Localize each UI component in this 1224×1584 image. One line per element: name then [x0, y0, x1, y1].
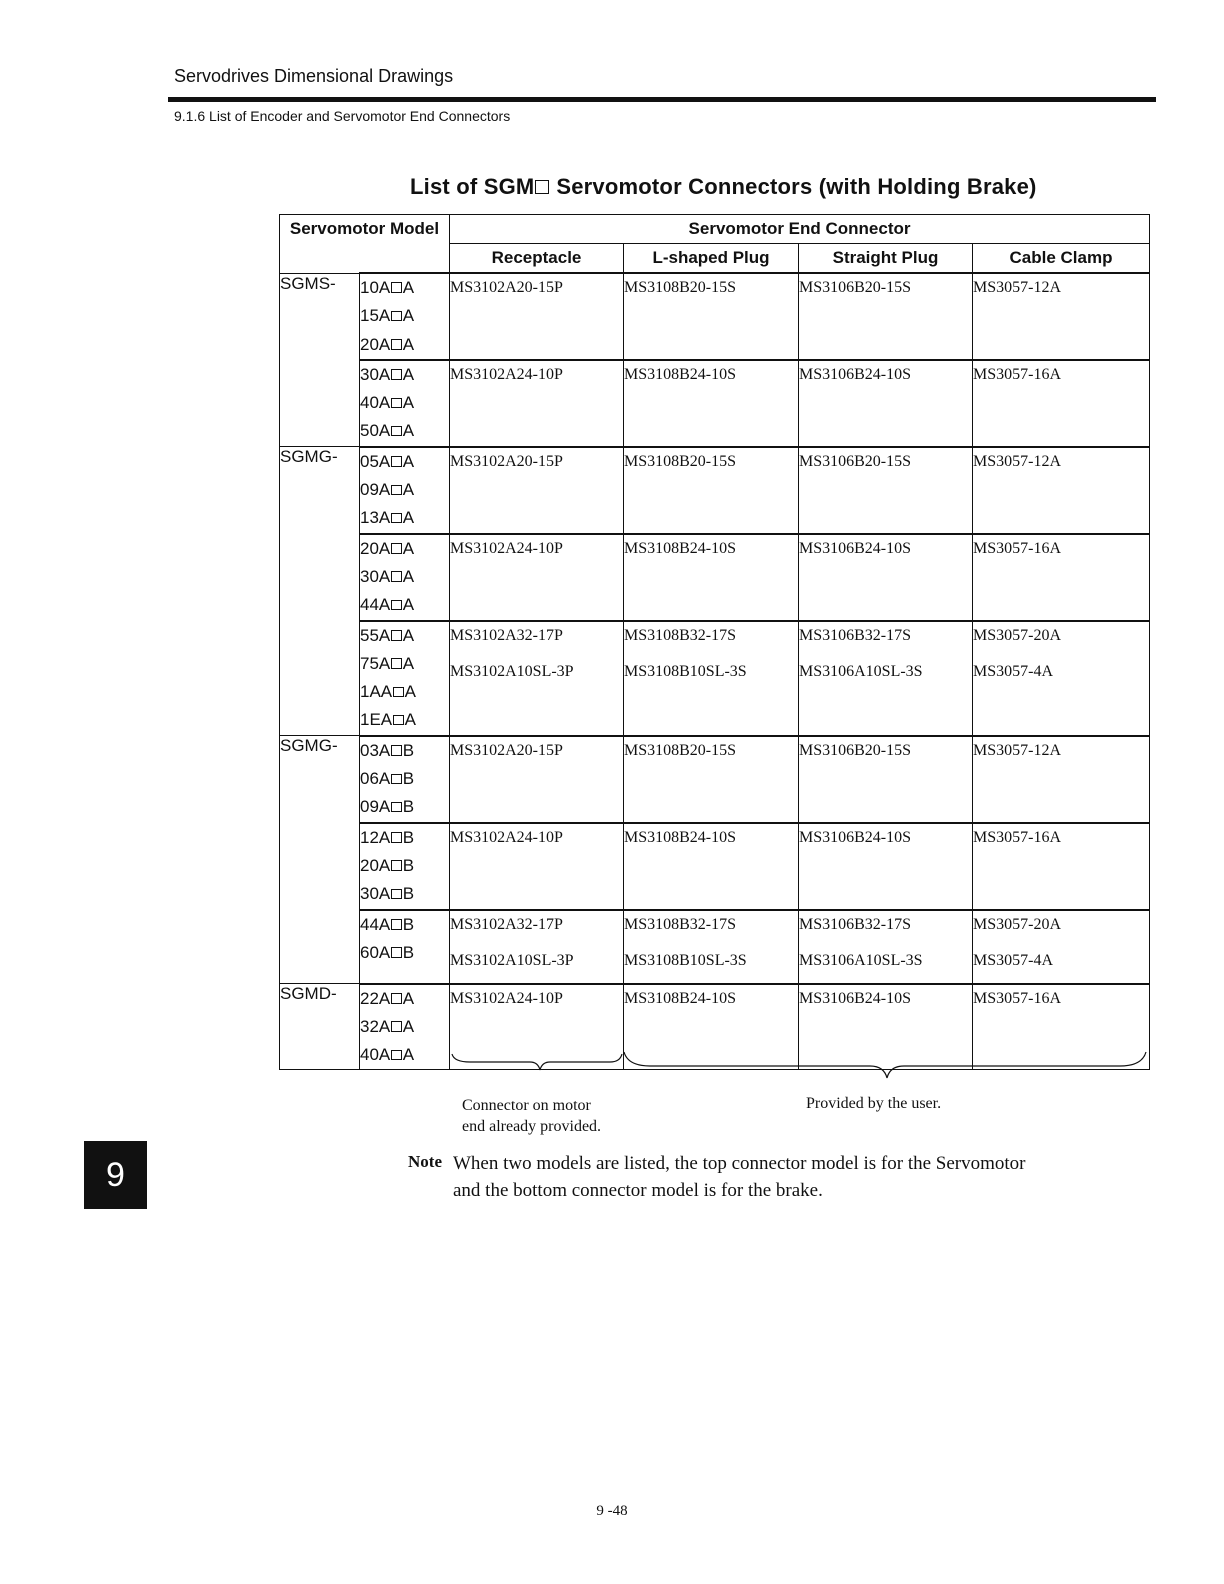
straight-plug-cell	[799, 736, 973, 823]
model-code-suffix: A	[402, 364, 415, 384]
connector-part-number: MS3102A24-10P	[450, 365, 563, 383]
table-row	[280, 736, 1150, 823]
series-cell: SGMD-	[280, 984, 360, 1070]
blank-box-icon	[391, 543, 402, 554]
model-list-cell	[360, 823, 450, 910]
connector-part-number: MS3102A10SL-3P	[450, 951, 574, 969]
l-shaped-plug-cell	[624, 736, 799, 823]
model-code-suffix: B	[402, 914, 415, 934]
blank-box-icon	[391, 513, 402, 524]
model-code-prefix: 13A	[360, 508, 391, 528]
model-code	[360, 880, 449, 908]
model-code	[360, 737, 449, 765]
model-code	[360, 274, 449, 302]
model-code-prefix: 20A	[360, 334, 391, 354]
connector-part-number: MS3108B10SL-3S	[624, 951, 747, 969]
straight-plug-cell	[799, 273, 973, 360]
blank-box-icon	[391, 658, 402, 669]
model-code	[360, 591, 449, 619]
table-row	[280, 534, 1150, 621]
connector-part-number: MS3108B24-10S	[624, 539, 737, 557]
connector-part-number: MS3057-12A	[973, 452, 1062, 470]
blank-box-icon	[391, 426, 402, 437]
cable-clamp-cell	[973, 823, 1150, 910]
model-code	[360, 678, 449, 706]
cable-clamp-cell	[973, 910, 1150, 984]
model-code	[360, 302, 449, 330]
blank-box-icon	[391, 311, 402, 322]
table-row	[280, 447, 1150, 534]
model-code	[360, 939, 449, 967]
table-row	[280, 910, 1150, 984]
receptacle-cell	[450, 621, 624, 736]
model-code	[360, 765, 449, 793]
connector-part-number: MS3106A10SL-3S	[799, 662, 923, 680]
model-code	[360, 504, 449, 532]
page-number: 9 -48	[596, 1503, 628, 1519]
model-code	[360, 622, 449, 650]
connector-part-number: MS3108B20-15S	[624, 452, 737, 470]
connector-part-number: MS3106B20-15S	[799, 741, 912, 759]
model-code	[360, 361, 449, 389]
model-code-suffix: A	[402, 451, 415, 471]
series-cell: SGMS-	[280, 273, 360, 447]
model-code-prefix: 05A	[360, 451, 391, 471]
model-code-suffix: A	[402, 393, 415, 413]
model-code-suffix: A	[402, 595, 415, 615]
table-row	[280, 823, 1150, 910]
blank-box-icon	[391, 600, 402, 611]
annotation-provided	[462, 1095, 601, 1137]
cable-clamp-cell	[973, 447, 1150, 534]
table-row	[280, 273, 1150, 360]
model-code	[360, 911, 449, 939]
table-body	[280, 273, 1150, 1070]
connector-part-number: MS3057-20A	[973, 915, 1062, 933]
connector-part-number: MS3102A24-10P	[450, 828, 563, 846]
receptacle-cell	[450, 273, 624, 360]
model-code-prefix: 22A	[360, 988, 391, 1008]
model-code-suffix: A	[402, 566, 415, 586]
model-code-suffix: B	[402, 740, 415, 760]
model-code-suffix: A	[402, 421, 415, 441]
straight-plug-cell	[799, 360, 973, 447]
header-receptacle: Receptacle	[450, 244, 624, 274]
straight-plug-cell	[799, 823, 973, 910]
l-shaped-plug-cell	[624, 360, 799, 447]
model-code	[360, 985, 449, 1013]
model-code-suffix: A	[402, 508, 415, 528]
model-code	[360, 476, 449, 504]
straight-plug-cell	[799, 910, 973, 984]
connector-part-number: MS3102A20-15P	[450, 452, 563, 470]
model-code-prefix: 32A	[360, 1016, 391, 1036]
blank-box-icon	[391, 485, 402, 496]
cable-clamp-cell	[973, 360, 1150, 447]
model-code	[360, 1013, 449, 1041]
model-code-prefix: 75A	[360, 653, 391, 673]
receptacle-cell	[450, 823, 624, 910]
annotation-user: Provided by the user.	[806, 1095, 942, 1112]
model-list-cell	[360, 534, 450, 621]
model-list-cell	[360, 910, 450, 984]
connector-part-number: MS3102A24-10P	[450, 989, 563, 1007]
blank-box-icon	[391, 919, 402, 930]
connector-part-number: MS3057-16A	[973, 539, 1062, 557]
model-code-suffix: A	[404, 710, 417, 730]
connector-part-number: MS3106B24-10S	[799, 365, 912, 383]
connector-part-number: MS3106B24-10S	[799, 828, 912, 846]
connector-part-number: MS3102A20-15P	[450, 279, 563, 296]
table-title-prefix: List of SGM	[410, 174, 535, 199]
table-title	[410, 174, 1037, 200]
blank-box-icon	[391, 456, 402, 467]
connector-part-number: MS3106B32-17S	[799, 626, 912, 644]
receptacle-cell	[450, 447, 624, 534]
model-list-cell	[360, 736, 450, 823]
model-code	[360, 448, 449, 476]
section-title: Servodrives Dimensional Drawings	[174, 66, 454, 86]
header-l-shaped-plug: L-shaped Plug	[624, 244, 799, 274]
header-end-connector: Servomotor End Connector	[450, 215, 1150, 244]
connector-part-number: MS3106B20-15S	[799, 452, 912, 470]
model-code	[360, 535, 449, 563]
annotation-provided-line1: Connector on motor	[462, 1097, 591, 1114]
model-list-cell	[360, 621, 450, 736]
model-code-prefix: 30A	[360, 364, 391, 384]
cable-clamp-cell	[973, 534, 1150, 621]
blank-box-icon	[391, 369, 402, 380]
connector-table	[279, 214, 1150, 1070]
model-code-suffix: A	[402, 988, 415, 1008]
blank-box-icon	[393, 687, 404, 698]
model-code	[360, 706, 449, 734]
connector-part-number: MS3106B24-10S	[799, 539, 912, 557]
model-code	[360, 793, 449, 821]
model-code-prefix: 30A	[360, 566, 391, 586]
model-list-cell	[360, 273, 450, 360]
model-list-cell	[360, 447, 450, 534]
blank-box-icon	[391, 282, 402, 293]
receptacle-cell	[450, 534, 624, 621]
model-code-suffix: B	[402, 855, 415, 875]
connector-part-number: MS3102A24-10P	[450, 539, 563, 557]
model-code	[360, 650, 449, 678]
l-shaped-plug-cell	[624, 273, 799, 360]
model-list-cell	[360, 360, 450, 447]
connector-part-number: MS3108B10SL-3S	[624, 662, 747, 680]
model-code-suffix: B	[402, 797, 415, 817]
blank-box-icon	[391, 802, 402, 813]
model-code-suffix: A	[404, 682, 417, 702]
l-shaped-plug-cell	[624, 621, 799, 736]
connector-part-number: MS3057-16A	[973, 365, 1062, 383]
model-code-prefix: 09A	[360, 480, 391, 500]
model-code-prefix: 60A	[360, 942, 391, 962]
connector-part-number: MS3106B32-17S	[799, 915, 912, 933]
model-code	[360, 824, 449, 852]
straight-plug-cell	[799, 447, 973, 534]
note-label: Note	[408, 1152, 442, 1171]
blank-box-icon	[391, 832, 402, 843]
l-shaped-plug-cell	[624, 447, 799, 534]
model-code-prefix: 50A	[360, 421, 391, 441]
model-code-prefix: 10A	[360, 278, 391, 297]
brace-right	[624, 1052, 1146, 1078]
cable-clamp-cell	[973, 621, 1150, 736]
blank-box-icon	[535, 180, 549, 194]
l-shaped-plug-cell	[624, 534, 799, 621]
model-code-prefix: 1AA	[360, 682, 393, 702]
annotation-provided-line2: end already provided.	[462, 1118, 602, 1135]
receptacle-cell	[450, 910, 624, 984]
blank-box-icon	[393, 715, 404, 726]
model-code	[360, 852, 449, 880]
cable-clamp-cell	[973, 736, 1150, 823]
model-code-prefix: 1EA	[360, 710, 393, 730]
model-code-suffix: A	[402, 1045, 415, 1065]
model-code-suffix: A	[402, 625, 415, 645]
connector-part-number: MS3108B24-10S	[624, 989, 737, 1007]
blank-box-icon	[391, 947, 402, 958]
model-code-suffix: A	[402, 480, 415, 500]
brace-left	[452, 1054, 622, 1070]
model-code-prefix: 20A	[360, 855, 391, 875]
note-text: When two models are listed, the top connector model is for the Servomotor and the bottom connector model is for the brake.	[453, 1153, 1026, 1201]
connector-part-number: MS3057-16A	[973, 989, 1062, 1007]
model-code-suffix: A	[402, 538, 415, 558]
connector-part-number: MS3108B32-17S	[624, 915, 737, 933]
model-code-prefix: 40A	[360, 1045, 391, 1065]
model-code-suffix: A	[402, 334, 415, 354]
model-code	[360, 1041, 449, 1069]
connector-part-number: MS3106A10SL-3S	[799, 951, 923, 969]
connector-part-number: MS3102A32-17P	[450, 626, 563, 644]
blank-box-icon	[391, 630, 402, 641]
connector-part-number: MS3057-12A	[973, 741, 1062, 759]
cable-clamp-cell	[973, 273, 1150, 360]
model-code-prefix: 12A	[360, 827, 391, 847]
connector-part-number: MS3057-12A	[973, 279, 1062, 296]
grouping-brace	[450, 1048, 1150, 1082]
straight-plug-cell	[799, 534, 973, 621]
header-cable-clamp: Cable Clamp	[973, 244, 1150, 274]
model-code-prefix: 30A	[360, 884, 391, 904]
model-code-prefix: 15A	[360, 306, 391, 326]
model-code-suffix: A	[402, 278, 415, 297]
series-cell: SGMG-	[280, 736, 360, 984]
model-code-suffix: B	[402, 827, 415, 847]
connector-part-number: MS3108B32-17S	[624, 626, 737, 644]
model-code-prefix: 20A	[360, 538, 391, 558]
receptacle-cell	[450, 360, 624, 447]
model-code-prefix: 44A	[360, 595, 391, 615]
connector-part-number: MS3108B20-15S	[624, 279, 737, 296]
l-shaped-plug-cell	[624, 823, 799, 910]
connector-part-number: MS3057-4A	[973, 951, 1054, 969]
connector-part-number: MS3108B20-15S	[624, 741, 737, 759]
series-cell: SGMG-	[280, 447, 360, 736]
model-code-prefix: 40A	[360, 393, 391, 413]
model-code-prefix: 03A	[360, 740, 391, 760]
model-code-suffix: B	[402, 769, 415, 789]
subsection-title: 9.1.6 List of Encoder and Servomotor End Connectors	[174, 108, 511, 124]
connector-part-number: MS3108B24-10S	[624, 828, 737, 846]
model-code-prefix: 44A	[360, 914, 391, 934]
blank-box-icon	[391, 774, 402, 785]
blank-box-icon	[391, 1021, 402, 1032]
connector-part-number: MS3108B24-10S	[624, 365, 737, 383]
connector-part-number: MS3106B20-15S	[799, 279, 912, 296]
connector-part-number: MS3102A20-15P	[450, 741, 563, 759]
connector-part-number: MS3057-16A	[973, 828, 1062, 846]
blank-box-icon	[391, 1050, 402, 1061]
blank-box-icon	[391, 993, 402, 1004]
straight-plug-cell	[799, 621, 973, 736]
model-code-prefix: 06A	[360, 769, 391, 789]
connector-part-number: MS3102A10SL-3P	[450, 662, 574, 680]
blank-box-icon	[391, 398, 402, 409]
header-rule	[168, 97, 1156, 102]
l-shaped-plug-cell	[624, 910, 799, 984]
connector-part-number: MS3102A32-17P	[450, 915, 563, 933]
model-code	[360, 563, 449, 591]
connector-part-number: MS3057-4A	[973, 662, 1054, 680]
model-code-suffix: B	[402, 942, 415, 962]
blank-box-icon	[391, 339, 402, 350]
model-code	[360, 417, 449, 445]
model-code	[360, 331, 449, 359]
model-code-prefix: 09A	[360, 797, 391, 817]
table-row	[280, 621, 1150, 736]
model-list-cell	[360, 984, 450, 1070]
blank-box-icon	[391, 571, 402, 582]
blank-box-icon	[391, 889, 402, 900]
blank-box-icon	[391, 860, 402, 871]
model-code-suffix: B	[402, 884, 415, 904]
table-row	[280, 360, 1150, 447]
model-code-suffix: A	[402, 306, 415, 326]
blank-box-icon	[391, 745, 402, 756]
receptacle-cell	[450, 736, 624, 823]
header-servomotor-model: Servomotor Model	[280, 215, 450, 274]
model-code-prefix: 55A	[360, 625, 391, 645]
connector-part-number: MS3057-20A	[973, 626, 1062, 644]
header-straight-plug: Straight Plug	[799, 244, 973, 274]
table-title-suffix: Servomotor Connectors (with Holding Brake)	[550, 174, 1037, 199]
model-code	[360, 389, 449, 417]
connector-part-number: MS3106B24-10S	[799, 989, 912, 1007]
model-code-suffix: A	[402, 653, 415, 673]
chapter-tab: 9	[84, 1141, 147, 1209]
model-code-suffix: A	[402, 1016, 415, 1036]
